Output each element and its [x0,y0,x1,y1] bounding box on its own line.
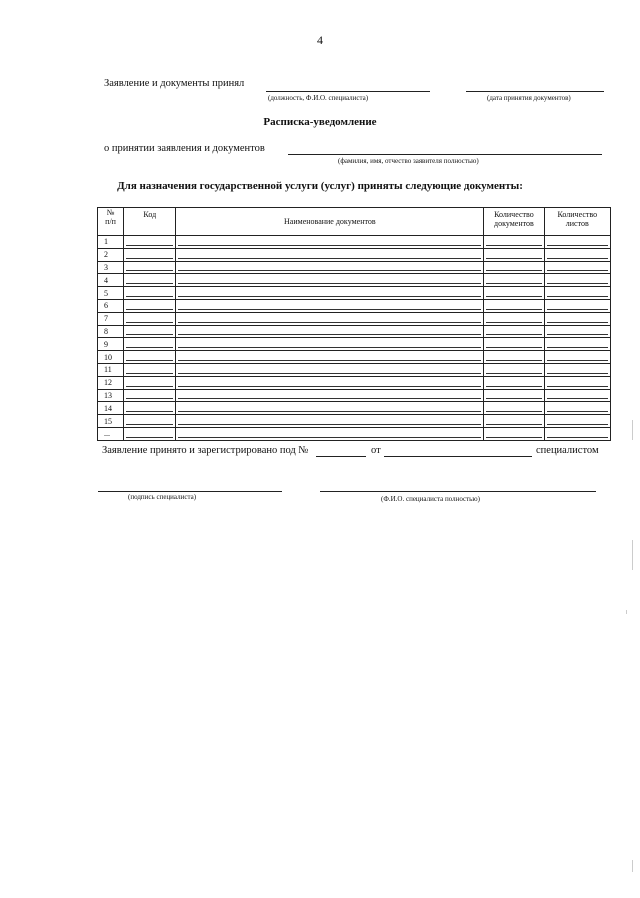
row-code-cell[interactable] [124,427,176,440]
cell-underline [126,322,173,323]
cell-fill-line [545,351,610,363]
position-caption: (должность, Ф.И.О. специалиста) [268,94,369,102]
table-row [98,274,611,287]
cell-fill-line [484,351,543,363]
cell-fill-line [124,415,175,427]
column-header-quantity [484,208,544,236]
row-sheets-cell[interactable] [544,415,610,428]
cell-fill-line [124,326,175,338]
cell-underline [126,309,173,310]
row-name-cell[interactable] [176,338,484,351]
table-row [98,248,611,261]
cell-fill-line [484,274,543,286]
row-sheets-cell[interactable] [544,248,610,261]
cell-fill-line [484,390,543,402]
cell-fill-line [124,338,175,350]
cell-fill-line [484,236,543,248]
row-name-cell[interactable] [176,261,484,274]
row-sheets-cell[interactable] [544,287,610,300]
row-name-cell[interactable] [176,287,484,300]
cell-underline [126,411,173,412]
receipt-about-label: о принятии заявления и документов [104,143,265,154]
row-code-cell[interactable] [124,274,176,287]
row-quantity-cell[interactable] [484,274,544,287]
cell-underline [178,258,481,259]
applicant-line [288,154,602,155]
cell-underline [486,373,541,374]
cell-underline [178,386,481,387]
scan-speck [632,540,633,570]
row-number: ... [98,427,124,440]
cell-fill-line [176,428,483,440]
table-row [98,376,611,389]
cell-underline [178,360,481,361]
row-quantity-cell[interactable] [484,325,544,338]
documents-section-title: Для назначения государственной услуги (услуг) приняты следующие документы: [117,180,523,192]
row-quantity-cell[interactable] [484,402,544,415]
cell-underline [178,411,481,412]
cell-fill-line [484,300,543,312]
row-sheets-cell[interactable] [544,427,610,440]
accepted-label: Заявление и документы принял [104,78,245,89]
cell-underline [486,424,541,425]
cell-underline [547,411,608,412]
column-header-name-label: Наименование документов [284,217,376,226]
signature-caption: (подпись специалиста) [128,493,197,501]
row-name-cell[interactable] [176,389,484,402]
cell-fill-line [545,402,610,414]
cell-underline [178,347,481,348]
row-sheets-cell[interactable] [544,376,610,389]
fullname-caption: (Ф.И.О. специалиста полностью) [381,495,480,503]
row-quantity-cell[interactable] [484,363,544,376]
row-code-cell[interactable] [124,325,176,338]
row-code-cell[interactable] [124,351,176,364]
signature-line [98,491,282,492]
row-quantity-cell[interactable] [484,415,544,428]
row-sheets-cell[interactable] [544,236,610,249]
row-code-cell[interactable] [124,389,176,402]
cell-underline [178,245,481,246]
cell-fill-line [545,338,610,350]
table-row [98,236,611,249]
cell-underline [547,283,608,284]
cell-fill-line [484,428,543,440]
cell-underline [486,296,541,297]
cell-fill-line [484,364,543,376]
table-row [98,312,611,325]
cell-fill-line [484,326,543,338]
cell-fill-line [176,415,483,427]
cell-fill-line [124,377,175,389]
cell-underline [486,245,541,246]
row-number: 14 [98,402,124,415]
cell-underline [126,258,173,259]
cell-fill-line [484,415,543,427]
row-sheets-cell[interactable] [544,351,610,364]
scan-speck [626,610,627,614]
row-quantity-cell[interactable] [484,338,544,351]
cell-underline [126,424,173,425]
cell-fill-line [545,274,610,286]
cell-underline [547,309,608,310]
date-caption: (дата принятия документов) [487,94,571,102]
row-name-cell[interactable] [176,325,484,338]
cell-fill-line [124,428,175,440]
cell-fill-line [545,249,610,261]
cell-underline [547,245,608,246]
cell-fill-line [545,377,610,389]
row-name-cell[interactable] [176,402,484,415]
cell-fill-line [176,364,483,376]
row-name-cell[interactable] [176,312,484,325]
row-name-cell[interactable] [176,415,484,428]
table-row [98,415,611,428]
cell-fill-line [545,262,610,274]
row-quantity-cell[interactable] [484,312,544,325]
table-row [98,363,611,376]
row-sheets-cell[interactable] [544,261,610,274]
row-quantity-cell[interactable] [484,248,544,261]
cell-fill-line [176,313,483,325]
cell-fill-line [124,390,175,402]
row-quantity-cell[interactable] [484,299,544,312]
registration-date-line [384,456,532,457]
cell-underline [547,424,608,425]
row-number: 7 [98,312,124,325]
cell-fill-line [176,326,483,338]
position-line [266,91,430,92]
cell-underline [178,283,481,284]
cell-underline [126,398,173,399]
row-name-cell[interactable] [176,299,484,312]
row-quantity-cell[interactable] [484,389,544,402]
cell-underline [178,424,481,425]
cell-fill-line [545,287,610,299]
row-number: 13 [98,389,124,402]
scan-speck [632,860,633,872]
cell-fill-line [176,300,483,312]
cell-underline [126,386,173,387]
cell-underline [178,322,481,323]
column-header-quantity-line1: Количество [494,210,534,219]
cell-fill-line [545,364,610,376]
cell-fill-line [124,287,175,299]
cell-fill-line [124,313,175,325]
row-code-cell[interactable] [124,338,176,351]
table-row [98,427,611,440]
row-sheets-cell[interactable] [544,299,610,312]
cell-underline [486,386,541,387]
cell-fill-line [176,287,483,299]
cell-underline [126,245,173,246]
row-sheets-cell[interactable] [544,338,610,351]
row-sheets-cell[interactable] [544,402,610,415]
column-header-code-label: Код [143,210,157,219]
row-code-cell[interactable] [124,415,176,428]
cell-fill-line [176,377,483,389]
table-header-row [98,208,611,236]
registration-text-part3: специалистом [536,445,599,456]
row-sheets-cell[interactable] [544,389,610,402]
row-number: 8 [98,325,124,338]
cell-fill-line [545,326,610,338]
column-header-sheets [544,208,610,236]
row-code-cell[interactable] [124,312,176,325]
cell-underline [547,322,608,323]
cell-underline [547,270,608,271]
cell-underline [547,360,608,361]
documents-table [97,207,611,441]
row-code-cell[interactable] [124,299,176,312]
row-quantity-cell[interactable] [484,351,544,364]
row-code-cell[interactable] [124,363,176,376]
cell-underline [547,258,608,259]
row-sheets-cell[interactable] [544,274,610,287]
cell-fill-line [545,415,610,427]
column-header-number [98,208,124,236]
cell-underline [547,296,608,297]
applicant-caption: (фамилия, имя, отчество заявителя полностью) [338,157,479,165]
row-number: 4 [98,274,124,287]
table-row [98,261,611,274]
cell-underline [486,360,541,361]
cell-underline [547,347,608,348]
cell-underline [178,309,481,310]
cell-underline [486,283,541,284]
cell-fill-line [124,249,175,261]
row-code-cell[interactable] [124,287,176,300]
cell-underline [486,347,541,348]
cell-underline [126,360,173,361]
cell-underline [126,296,173,297]
row-number: 15 [98,415,124,428]
table-row [98,338,611,351]
cell-underline [178,296,481,297]
row-name-cell[interactable] [176,248,484,261]
cell-fill-line [176,402,483,414]
cell-underline [178,270,481,271]
cell-fill-line [484,262,543,274]
row-sheets-cell[interactable] [544,312,610,325]
receipt-title: Расписка-уведомление [263,116,377,128]
registration-number-line [316,456,366,457]
cell-underline [126,437,173,438]
cell-fill-line [484,287,543,299]
row-quantity-cell[interactable] [484,236,544,249]
column-header-sheets-line1: Количество [557,210,598,219]
cell-fill-line [176,338,483,350]
fullname-line [320,491,596,492]
cell-underline [547,334,608,335]
cell-fill-line [176,236,483,248]
row-quantity-cell[interactable] [484,376,544,389]
row-sheets-cell[interactable] [544,363,610,376]
cell-fill-line [176,390,483,402]
column-header-sheets-line2: листов [565,219,589,228]
row-name-cell[interactable] [176,236,484,249]
cell-fill-line [484,249,543,261]
cell-underline [178,398,481,399]
cell-underline [486,334,541,335]
row-number: 11 [98,363,124,376]
row-code-cell[interactable] [124,376,176,389]
cell-underline [126,347,173,348]
cell-underline [178,334,481,335]
scan-speck [632,420,633,440]
row-number: 2 [98,248,124,261]
cell-underline [486,322,541,323]
cell-fill-line [484,377,543,389]
table-row [98,351,611,364]
cell-fill-line [124,300,175,312]
cell-underline [178,373,481,374]
column-header-code [124,208,176,236]
cell-fill-line [545,390,610,402]
cell-underline [126,270,173,271]
row-name-cell[interactable] [176,274,484,287]
cell-underline [547,386,608,387]
column-header-quantity-line2: документов [494,219,534,228]
cell-fill-line [124,262,175,274]
cell-underline [486,437,541,438]
cell-fill-line [545,313,610,325]
cell-underline [126,334,173,335]
column-header-name [176,208,484,236]
cell-fill-line [124,402,175,414]
row-name-cell[interactable] [176,363,484,376]
cell-fill-line [484,338,543,350]
row-number: 12 [98,376,124,389]
cell-fill-line [176,249,483,261]
table-row [98,325,611,338]
row-quantity-cell[interactable] [484,287,544,300]
row-sheets-cell[interactable] [544,325,610,338]
row-number: 9 [98,338,124,351]
cell-fill-line [545,300,610,312]
documents-table-body [98,236,611,441]
cell-fill-line [124,236,175,248]
cell-fill-line [176,351,483,363]
row-number: 1 [98,236,124,249]
row-name-cell[interactable] [176,427,484,440]
column-header-number-line1: № [106,208,115,217]
registration-text-part1: Заявление принято и зарегистрировано под № [102,445,309,456]
cell-underline [486,270,541,271]
cell-fill-line [124,364,175,376]
table-row [98,402,611,415]
cell-fill-line [545,428,610,440]
page-number: 4 [317,33,323,47]
cell-underline [486,309,541,310]
cell-fill-line [545,236,610,248]
table-row [98,299,611,312]
row-number: 6 [98,299,124,312]
cell-underline [486,411,541,412]
cell-underline [547,437,608,438]
row-code-cell[interactable] [124,248,176,261]
column-header-number-line2: п/п [105,217,116,226]
row-number: 10 [98,351,124,364]
cell-fill-line [484,313,543,325]
row-name-cell[interactable] [176,351,484,364]
row-number: 3 [98,261,124,274]
row-code-cell[interactable] [124,402,176,415]
cell-fill-line [176,262,483,274]
row-quantity-cell[interactable] [484,427,544,440]
row-quantity-cell[interactable] [484,261,544,274]
cell-fill-line [484,402,543,414]
cell-underline [178,437,481,438]
row-name-cell[interactable] [176,376,484,389]
row-code-cell[interactable] [124,261,176,274]
cell-underline [547,373,608,374]
registration-text-part2: от [371,445,381,456]
table-row [98,287,611,300]
cell-underline [126,283,173,284]
row-code-cell[interactable] [124,236,176,249]
cell-fill-line [124,274,175,286]
row-number: 5 [98,287,124,300]
cell-underline [547,398,608,399]
cell-fill-line [124,351,175,363]
date-line [466,91,604,92]
table-row [98,389,611,402]
cell-underline [486,258,541,259]
cell-fill-line [176,274,483,286]
cell-underline [126,373,173,374]
cell-underline [486,398,541,399]
